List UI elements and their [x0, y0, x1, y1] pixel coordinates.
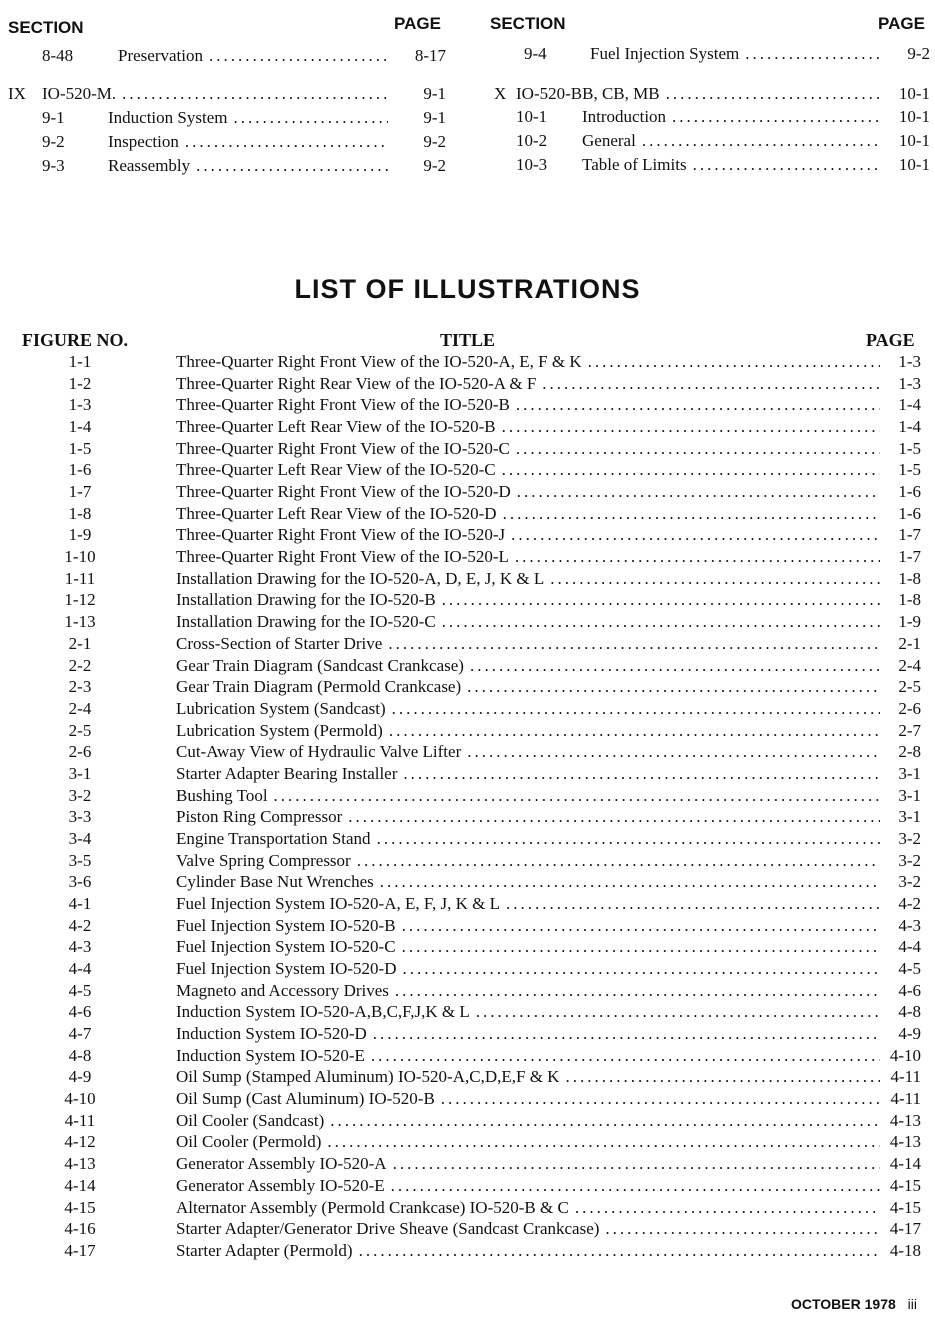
illustration-entry: [0, 525, 935, 547]
figure-number: 2-6: [68, 742, 92, 762]
toc-entry-number: 10-3: [516, 155, 548, 174]
figure-page: 1-8: [898, 568, 921, 588]
illustration-entry: [0, 482, 935, 504]
figure-page: 1-9: [898, 612, 921, 632]
leader-dots: [559, 1067, 880, 1087]
toc-entry-page: 9-1: [423, 108, 446, 127]
figure-page: 1-8: [898, 590, 921, 610]
leader-dots: [569, 1198, 880, 1218]
toc-entry: [490, 84, 930, 106]
figure-page: 4-4: [898, 937, 921, 957]
figure-page: 1-4: [898, 417, 921, 437]
figure-title: Starter Adapter (Permold): [176, 1240, 353, 1260]
figure-page: 1-6: [898, 503, 921, 523]
leader-dots: [496, 417, 880, 437]
figure-title: Gear Train Diagram (Permold Crankcase): [176, 677, 462, 697]
toc-entry-title: Inspection: [108, 132, 179, 151]
figure-page: 4-18: [889, 1240, 921, 1260]
figure-number: 1-11: [64, 568, 96, 588]
leader-dots: [321, 1132, 880, 1152]
toc-entry-title: Preservation: [118, 46, 203, 65]
figure-number: 3-6: [68, 872, 92, 892]
figure-title: Generator Assembly IO-520-A: [176, 1154, 387, 1174]
illustration-entry: [0, 1219, 935, 1241]
figure-number: 4-6: [68, 1002, 92, 1022]
toc-entry-title: General: [582, 131, 636, 150]
figure-number: 4-16: [64, 1219, 96, 1239]
figure-page: 2-7: [898, 720, 921, 740]
figure-number: 1-9: [68, 525, 92, 545]
illustration-entry: [0, 1176, 935, 1198]
leader-dots: [351, 851, 880, 871]
illustration-entry: [0, 1089, 935, 1111]
toc-entry: [490, 131, 930, 153]
figure-title: Fuel Injection System IO-520-B: [176, 915, 396, 935]
figure-page: 4-13: [889, 1110, 921, 1130]
figure-number: 1-7: [68, 482, 92, 502]
figure-title: Lubrication System (Permold): [176, 720, 383, 740]
figure-title: Three-Quarter Right Front View of the IO-520-D: [176, 482, 511, 502]
toc-right-section-header: SECTION: [490, 14, 566, 33]
figure-number: 4-13: [64, 1154, 96, 1174]
toc-entry: [0, 156, 450, 178]
figure-number: 1-3: [68, 395, 92, 415]
leader-dots: [461, 742, 880, 762]
illustration-entry: [0, 959, 935, 981]
leader-dots: [511, 482, 880, 502]
illustration-entry: [0, 829, 935, 851]
footer-date: OCTOBER 1978: [790, 1296, 896, 1312]
figure-page: 4-11: [890, 1067, 921, 1087]
figure-title: Fuel Injection System IO-520-A, E, F, J, K & L: [176, 894, 500, 913]
footer-page-number: iii: [907, 1296, 917, 1312]
illustration-entry: [0, 981, 935, 1003]
figure-number: 3-5: [68, 850, 92, 870]
figure-page: 4-5: [898, 959, 921, 979]
figure-title: Gear Train Diagram (Sandcast Crankcase): [176, 655, 464, 675]
leader-dots: [436, 590, 880, 610]
figure-page: 1-4: [898, 395, 921, 415]
leader-dots: [383, 721, 880, 741]
figure-title: Oil Cooler (Sandcast): [176, 1110, 325, 1130]
figure-page: 1-7: [898, 547, 921, 567]
illustration-entry: [0, 374, 935, 396]
toc-entry-title: Reassembly: [108, 156, 191, 175]
figure-title: Fuel Injection System IO-520-D: [176, 959, 397, 979]
figure-title: Three-Quarter Right Front View of the IO-520-A, E, F & K: [176, 352, 582, 371]
figure-page: 3-1: [898, 785, 921, 805]
figure-number: 4-15: [64, 1197, 96, 1217]
illustration-entry: [0, 742, 935, 764]
figure-page: 2-6: [898, 698, 921, 718]
figure-title: Induction System IO-520-E: [176, 1045, 365, 1065]
toc-entry-page: 9-2: [423, 156, 446, 175]
figure-title: Starter Adapter Bearing Installer: [176, 763, 398, 783]
figure-title: Cylinder Base Nut Wrenches: [176, 872, 374, 892]
toc-entry-title: IO-520-BB, CB, MB: [516, 84, 660, 103]
leader-dots: [510, 439, 880, 459]
leader-dots: [342, 807, 880, 827]
illustration-entry: [0, 656, 935, 678]
leader-dots: [268, 786, 880, 806]
illustration-entry: [0, 1198, 935, 1220]
illustration-entry: [0, 569, 935, 591]
figure-page: 4-6: [898, 980, 921, 1000]
leader-dots: [374, 872, 880, 892]
figure-title: Fuel Injection System IO-520-C: [176, 937, 396, 957]
leader-dots: [367, 1024, 880, 1044]
leader-dots: [365, 1046, 880, 1066]
illustration-entry: [0, 916, 935, 938]
figure-page: 4-3: [898, 915, 921, 935]
figure-number: 3-4: [68, 828, 92, 848]
figure-page: 4-13: [889, 1132, 921, 1152]
figure-title: Valve Spring Compressor: [176, 850, 351, 870]
illustration-entry: [0, 894, 935, 916]
figure-page: 4-14: [889, 1154, 921, 1174]
figure-number: 2-2: [68, 655, 92, 675]
figure-page: 4-2: [898, 894, 921, 913]
leader-dots: [464, 656, 880, 676]
figure-number: 1-4: [68, 417, 92, 437]
toc-entry-page: 10-1: [898, 107, 930, 126]
illustration-entry: [0, 504, 935, 526]
figure-number: 3-2: [68, 785, 92, 805]
illustration-entry: [0, 395, 935, 417]
toc-entry-number: 8-48: [42, 46, 74, 65]
figure-title: Three-Quarter Right Front View of the IO-520-B: [176, 395, 510, 415]
toc-entry-title: Induction System: [108, 108, 228, 127]
toc-entry-number: 9-3: [42, 156, 65, 175]
figure-number: 1-12: [64, 590, 96, 610]
illustration-entry: [0, 786, 935, 808]
title-column-header: TITLE: [439, 330, 496, 350]
figure-page: 4-10: [889, 1045, 921, 1065]
toc-left-section-header: SECTION: [8, 18, 84, 37]
figure-number: 4-1: [68, 894, 92, 913]
toc-entry-number: 9-4: [524, 44, 547, 63]
figure-title: Induction System IO-520-D: [176, 1024, 367, 1044]
illustration-entry: [0, 1024, 935, 1046]
leader-dots: [353, 1241, 880, 1261]
figure-page: 3-2: [898, 872, 921, 892]
leader-dots: [389, 981, 880, 1001]
figure-number: 1-5: [68, 438, 92, 458]
toc-entry-number: IX: [8, 84, 26, 103]
toc-entry-page: 10-1: [898, 84, 930, 103]
figure-title: Installation Drawing for the IO-520-B: [176, 590, 436, 610]
leader-dots: [397, 764, 880, 784]
leader-dots: [324, 1111, 880, 1131]
figure-title: Induction System IO-520-A,B,C,F,J,K & L: [176, 1002, 470, 1022]
figure-number: 4-3: [68, 937, 92, 957]
leader-dots: [435, 1089, 880, 1109]
leader-dots: [470, 1002, 880, 1022]
illustration-entry: [0, 1046, 935, 1068]
toc-entry-number: 9-2: [42, 132, 65, 151]
figure-title: Installation Drawing for the IO-520-A, D, E, J, K & L: [176, 568, 545, 588]
leader-dots: [386, 699, 880, 719]
toc-entry: [0, 132, 450, 154]
illustration-entry: [0, 1241, 935, 1263]
figure-number: 1-6: [68, 460, 92, 480]
figure-number: 4-12: [64, 1132, 96, 1152]
leader-dots: [497, 504, 880, 524]
leader-dots: [397, 959, 881, 979]
toc-entry: [0, 84, 450, 106]
toc-entry-page: 10-1: [898, 155, 930, 174]
toc-entry: [490, 155, 930, 177]
leader-dots: [371, 829, 880, 849]
illustration-entry: [0, 439, 935, 461]
figure-number: 2-3: [68, 677, 92, 697]
toc-entry: [0, 108, 450, 130]
figure-number: 1-2: [68, 373, 92, 393]
toc-entry-title: Introduction: [582, 107, 667, 126]
figure-page: 1-7: [898, 525, 921, 545]
illustration-entry: [0, 352, 935, 374]
leader-dots: [496, 460, 880, 480]
figure-page: 3-2: [898, 828, 921, 848]
figure-page: 1-5: [898, 460, 921, 480]
leader-dots: [536, 374, 880, 394]
figure-number: 4-10: [64, 1089, 96, 1109]
illustration-entry: [0, 872, 935, 894]
figure-title: Magneto and Accessory Drives: [176, 980, 389, 1000]
figure-number: 4-17: [64, 1240, 96, 1260]
figure-page: 3-1: [898, 807, 921, 827]
leader-dots: [382, 634, 880, 654]
toc-entry-page: 10-1: [898, 131, 930, 150]
figure-title: Installation Drawing for the IO-520-C: [176, 612, 436, 632]
illustration-entry: [0, 460, 935, 482]
leader-dots: [461, 677, 880, 697]
figure-title: Alternator Assembly (Permold Crankcase) IO-520-B & C: [176, 1197, 569, 1217]
figure-number: 2-1: [68, 633, 92, 653]
figure-number: 1-1: [68, 352, 92, 371]
toc-entry-page: 9-1: [423, 84, 446, 103]
figure-page: 1-6: [898, 482, 921, 502]
toc-right-page-header: PAGE: [878, 14, 925, 33]
figure-title: Piston Ring Compressor: [176, 807, 343, 827]
figure-number: 1-8: [68, 503, 92, 523]
figure-title: Three-Quarter Right Front View of the IO-520-L: [176, 547, 509, 567]
leader-dots: [599, 1219, 880, 1239]
toc-entry: [490, 107, 930, 129]
toc-entry-title: Fuel Injection System: [590, 44, 740, 63]
leader-dots: [396, 916, 880, 936]
toc-entry-number: X: [494, 84, 507, 103]
figure-page: 4-11: [890, 1089, 921, 1109]
leader-dots: [510, 395, 880, 415]
figure-title: Starter Adapter/Generator Drive Sheave (Sandcast Crankcase): [176, 1219, 600, 1239]
figure-title: Cut-Away View of Hydraulic Valve Lifter: [176, 742, 462, 762]
figure-title: Cross-Section of Starter Drive: [176, 633, 383, 653]
figure-page: 1-5: [898, 438, 921, 458]
illustrations-title: LIST OF ILLUSTRATIONS: [294, 274, 641, 304]
figure-number: 4-14: [64, 1175, 96, 1195]
illustration-entry: [0, 590, 935, 612]
figure-title: Generator Assembly IO-520-E: [176, 1175, 385, 1195]
page-footer: [791, 1296, 917, 1312]
figure-page: 4-15: [889, 1197, 921, 1217]
figure-number: 4-9: [68, 1067, 92, 1087]
leader-dots: [500, 894, 880, 914]
leader-dots: [385, 1176, 880, 1196]
toc-entry-number: 9-1: [42, 108, 65, 127]
figure-number: 3-1: [68, 763, 92, 783]
figure-number: 4-11: [64, 1110, 96, 1130]
figure-page: 4-8: [898, 1002, 921, 1022]
illustration-entry: [0, 417, 935, 439]
toc-left-page-header: PAGE: [394, 14, 441, 33]
toc-entry-number: 10-1: [516, 107, 548, 126]
illustration-entry: [0, 721, 935, 743]
illustration-entry: [0, 612, 935, 634]
illustration-entry: [0, 547, 935, 569]
figure-page: 4-17: [889, 1219, 921, 1239]
illustration-entry: [0, 851, 935, 873]
figure-page: 2-8: [898, 742, 921, 762]
figure-title: Engine Transportation Stand: [176, 828, 371, 848]
figure-page: 4-15: [889, 1175, 921, 1195]
illustration-entry: [0, 1132, 935, 1154]
figure-title: Oil Cooler (Permold): [176, 1132, 322, 1152]
toc-entry-title: Table of Limits: [582, 155, 687, 174]
figure-number: 2-5: [68, 720, 92, 740]
figure-title: Three-Quarter Right Front View of the IO-520-C: [176, 438, 510, 458]
page-column-header: PAGE: [866, 330, 915, 350]
figure-title: Three-Quarter Left Rear View of the IO-520-B: [176, 417, 496, 437]
illustration-entry: [0, 807, 935, 829]
toc-entry-page: 9-2: [423, 132, 446, 151]
figure-page: 1-3: [898, 373, 921, 393]
toc-entry-title: IO-520-M.: [42, 84, 117, 103]
figure-page: 4-9: [898, 1024, 921, 1044]
figure-title: Oil Sump (Cast Aluminum) IO-520-B: [176, 1089, 435, 1109]
figure-page: 2-5: [898, 677, 921, 697]
leader-dots: [436, 612, 880, 632]
illustration-entry: [0, 634, 935, 656]
figure-page: 1-3: [898, 352, 921, 371]
figure-number: 4-7: [68, 1024, 92, 1044]
leader-dots: [544, 569, 880, 589]
leader-dots: [396, 937, 880, 957]
figure-number: 2-4: [68, 698, 92, 718]
leader-dots: [387, 1154, 880, 1174]
figure-title: Oil Sump (Stamped Aluminum) IO-520-A,C,D,E,F & K: [176, 1067, 560, 1087]
figure-title: Three-Quarter Left Rear View of the IO-520-C: [176, 460, 496, 480]
figure-number: 4-4: [68, 959, 92, 979]
toc-entry-number: 10-2: [516, 131, 548, 150]
figure-number: 3-3: [68, 807, 92, 827]
illustration-entry: [0, 1154, 935, 1176]
figure-number: 1-13: [64, 612, 96, 632]
illustration-entry: [0, 937, 935, 959]
figure-page: 2-1: [898, 633, 921, 653]
figure-number: 4-2: [68, 915, 92, 935]
figure-page: 3-1: [898, 763, 921, 783]
toc-entry-page: 8-17: [414, 46, 446, 65]
illustration-entry: [0, 677, 935, 699]
toc-entry-page: 9-2: [907, 44, 930, 63]
figure-number: 1-10: [64, 547, 96, 567]
illustration-entry: [0, 1111, 935, 1133]
illustration-entry: [0, 699, 935, 721]
figure-title: Lubrication System (Sandcast): [176, 698, 386, 718]
illustration-entry: [0, 764, 935, 786]
toc-entry: [0, 46, 450, 68]
figure-number: 4-5: [68, 980, 92, 1000]
toc-entry: [490, 44, 930, 66]
figure-number-header: FIGURE NO.: [22, 330, 129, 350]
figure-page: 2-4: [898, 655, 921, 675]
leader-dots: [509, 547, 880, 567]
figure-page: 3-2: [898, 850, 921, 870]
leader-dots: [582, 352, 880, 372]
figure-title: Bushing Tool: [176, 785, 268, 805]
figure-title: Three-Quarter Left Rear View of the IO-520-D: [176, 503, 497, 523]
figure-title: Three-Quarter Right Rear View of the IO-520-A & F: [176, 373, 537, 393]
leader-dots: [505, 525, 880, 545]
illustration-entry: [0, 1002, 935, 1024]
illustration-entry: [0, 1067, 935, 1089]
figure-number: 4-8: [68, 1045, 92, 1065]
figure-title: Three-Quarter Right Front View of the IO-520-J: [176, 525, 506, 545]
